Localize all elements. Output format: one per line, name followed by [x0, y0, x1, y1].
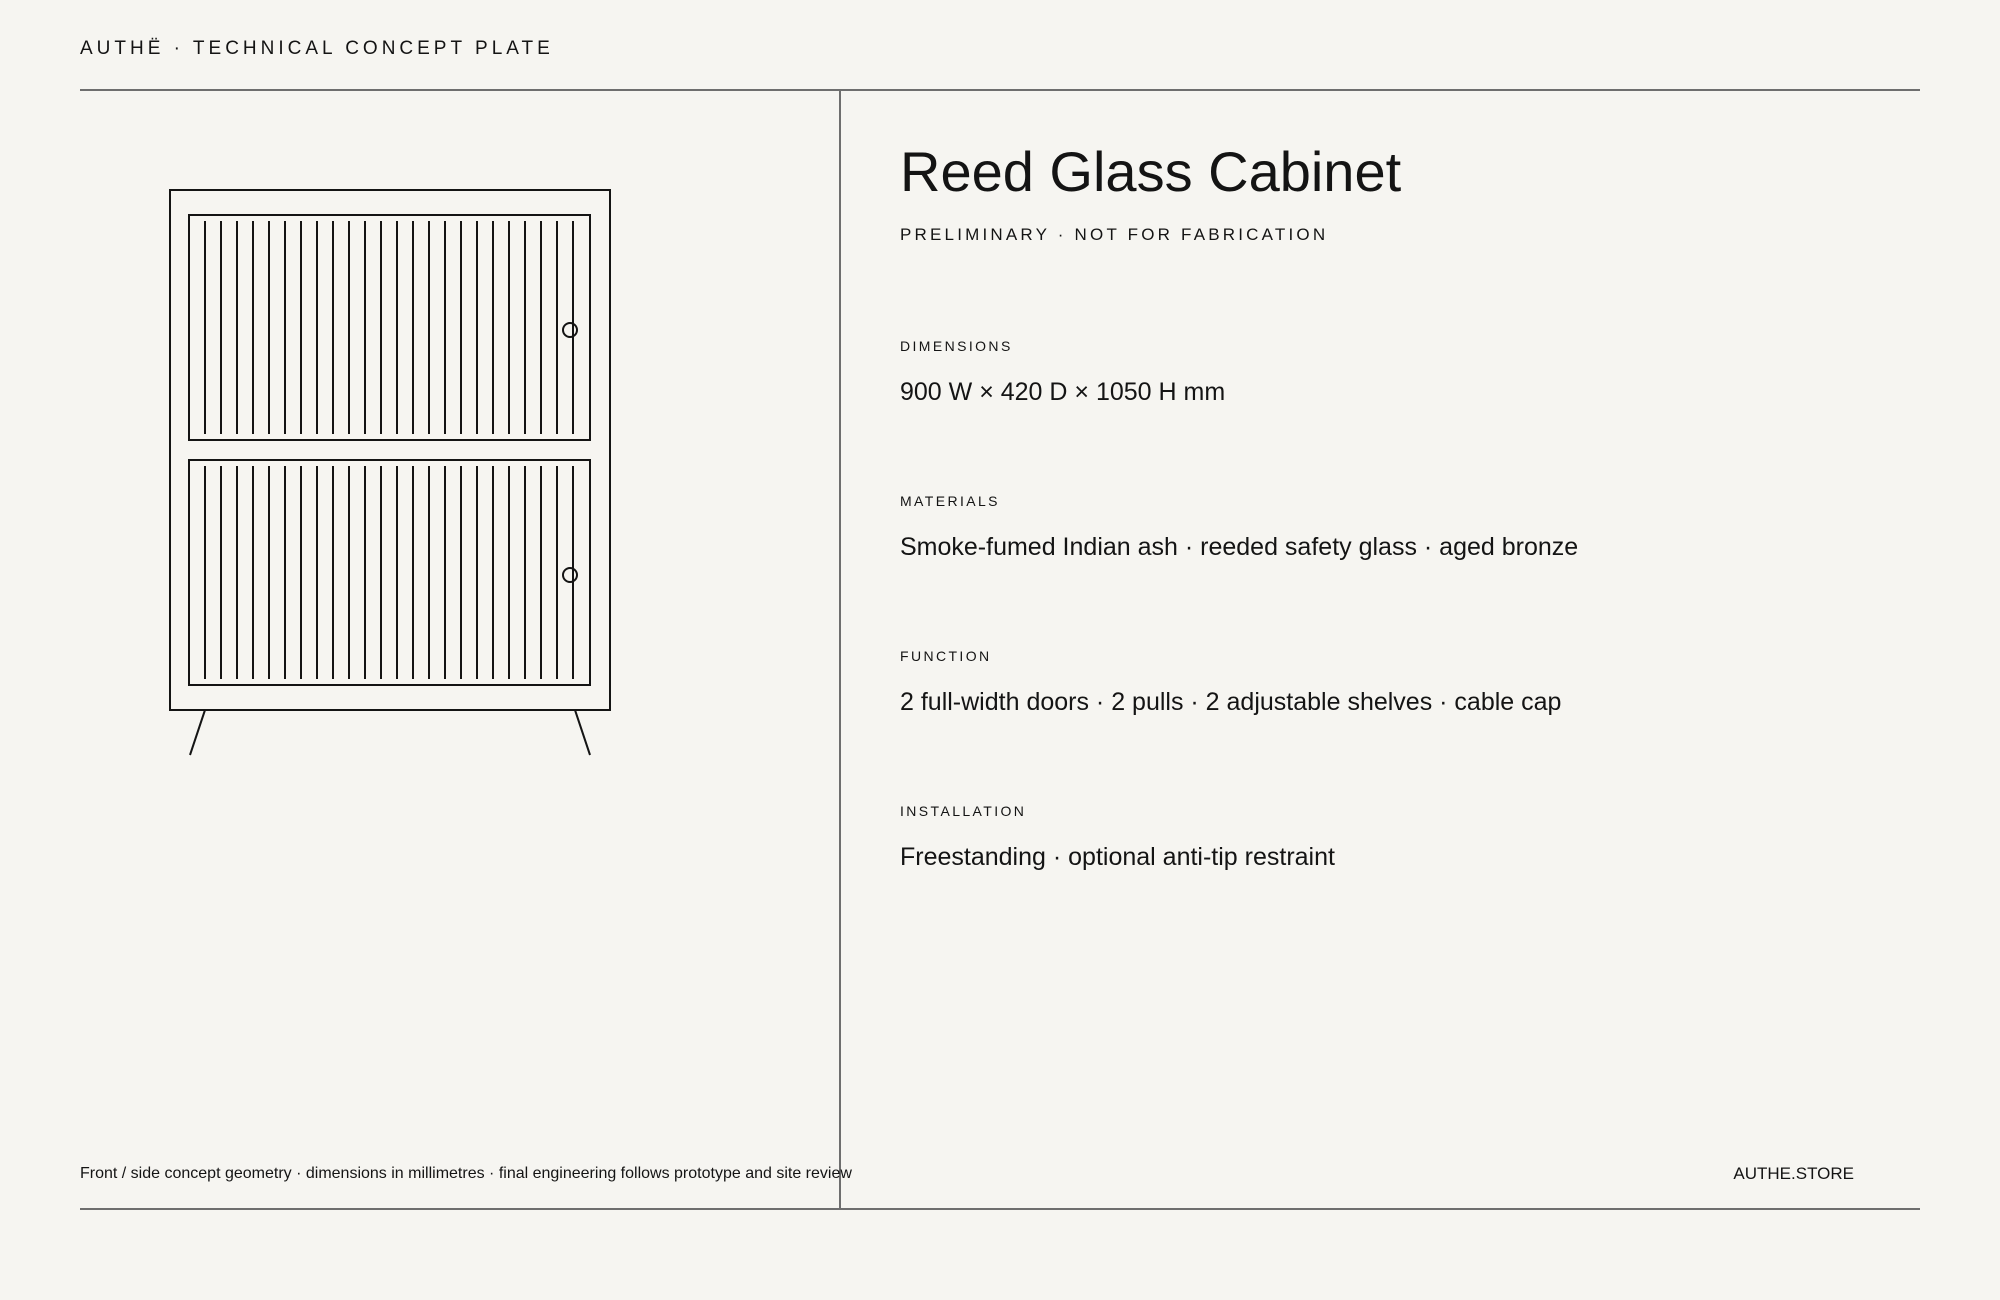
cabinet-drawing	[0, 0, 840, 800]
bottom-rule	[80, 1208, 1920, 1210]
upper-door-reeds	[205, 221, 573, 434]
spec-label: INSTALLATION	[900, 803, 1027, 819]
spec-value: Freestanding · optional anti-tip restraint	[900, 843, 1335, 871]
plate-header: AUTHË · TECHNICAL CONCEPT PLATE	[80, 38, 554, 59]
spec-materials	[900, 493, 1578, 562]
spec-value: 900 W × 420 D × 1050 H mm	[900, 378, 1226, 406]
footer-note: Front / side concept geometry · dimensions in millimetres · final engineering follows prototype and site review	[80, 1165, 852, 1182]
spec-label: FUNCTION	[900, 648, 992, 664]
upper-door	[189, 215, 590, 440]
lower-door-reeds	[205, 466, 573, 679]
spec-label: DIMENSIONS	[900, 338, 1013, 354]
spec-dimensions	[900, 338, 1225, 407]
spec-value: 2 full-width doors · 2 pulls · 2 adjustable shelves · cable cap	[900, 688, 1562, 716]
right-leg	[575, 710, 590, 755]
lower-pull-icon	[563, 568, 577, 582]
product-title: Reed Glass Cabinet	[900, 140, 1402, 203]
lower-door	[189, 460, 590, 685]
spec-installation	[900, 803, 1335, 872]
spec-value: Smoke-fumed Indian ash · reeded safety glass · aged bronze	[900, 533, 1579, 561]
spec-label: MATERIALS	[900, 493, 1000, 509]
left-leg	[190, 710, 205, 755]
footer-brand: AUTHE.STORE	[1733, 1164, 1854, 1183]
spec-function	[900, 648, 1561, 717]
product-status: PRELIMINARY · NOT FOR FABRICATION	[900, 225, 1329, 244]
upper-pull-icon	[563, 323, 577, 337]
